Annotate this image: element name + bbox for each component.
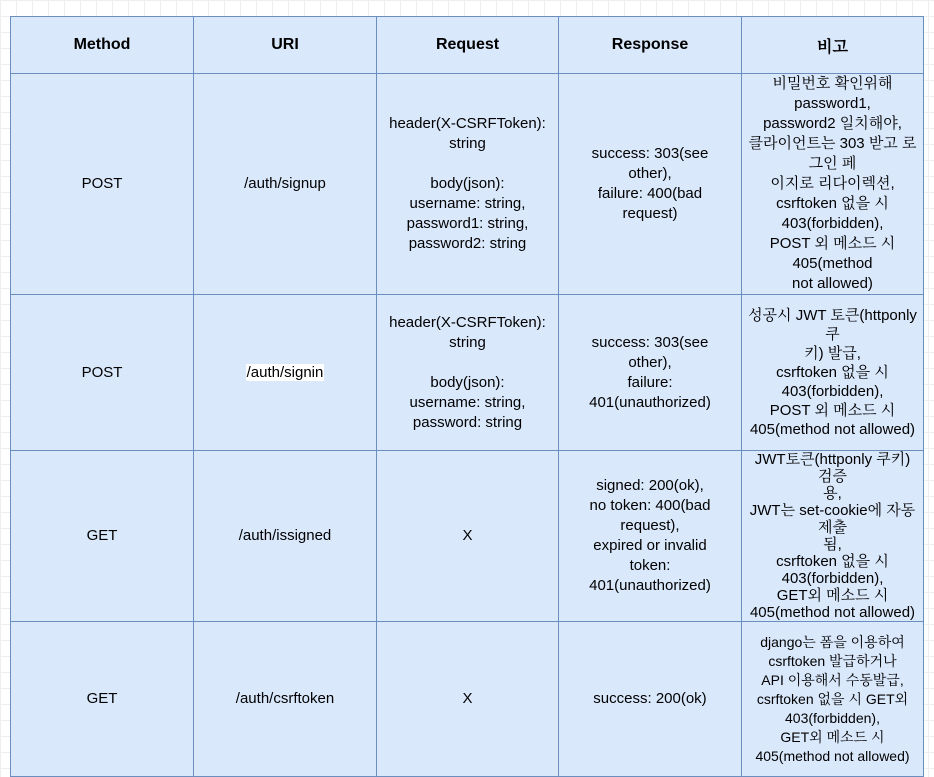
header-request: Request — [377, 17, 559, 74]
response-cell: success: 200(ok) — [559, 622, 742, 777]
table-row — [11, 74, 924, 295]
header-method: Method — [11, 17, 194, 74]
method-cell: GET — [11, 451, 194, 622]
header-response: Response — [559, 17, 742, 74]
notes-cell: 성공시 JWT 토큰(httponly 쿠 키) 발급, csrftoken 없을 시 403(forbidden), POST 외 메소드 시 405(method not allowed) — [742, 295, 924, 451]
method-cell: POST — [11, 295, 194, 451]
notes-cell: django는 폼을 이용하여 csrftoken 발급하거나 API 이용해서 수동발급, csrftoken 없을 시 GET외 403(forbidden), GET외 메소드 시 405(method not allowed) — [742, 622, 924, 777]
uri-cell: /auth/signup — [194, 74, 377, 295]
table-row — [11, 295, 924, 451]
header-notes: 비고 — [742, 17, 924, 74]
uri-cell — [194, 295, 377, 451]
table-row — [11, 622, 924, 777]
uri-cell: /auth/csrftoken — [194, 622, 377, 777]
request-cell: header(X-CSRFToken): string body(json): username: string, password1: string, password2: string — [377, 74, 559, 295]
response-cell: success: 303(see other), failure: 401(unauthorized) — [559, 295, 742, 451]
method-cell: GET — [11, 622, 194, 777]
request-cell: header(X-CSRFToken): string body(json): username: string, password: string — [377, 295, 559, 451]
notes-cell: 비밀번호 확인위해 password1, password2 일치해야, 클라이언트는 303 받고 로그인 페 이지로 리다이렉션, csrftoken 없을 시 403(forbidden), POST 외 메소드 시 405(method not allowed) — [742, 74, 924, 295]
response-cell: signed: 200(ok), no token: 400(bad request), expired or invalid token: 401(unauthorized) — [559, 451, 742, 622]
request-cell: X — [377, 622, 559, 777]
table-row — [11, 451, 924, 622]
response-cell: success: 303(see other), failure: 400(bad request) — [559, 74, 742, 295]
header-uri: URI — [194, 17, 377, 74]
method-cell: POST — [11, 74, 194, 295]
header-row — [11, 17, 924, 74]
uri-cell: /auth/issigned — [194, 451, 377, 622]
uri-highlight: /auth/signin — [246, 363, 324, 381]
api-spec-table — [10, 16, 924, 777]
notes-cell: JWT토큰(httponly 쿠키) 검증 용, JWT는 set-cookie에 자동제출 됨, csrftoken 없을 시 403(forbidden), GET외 메소드 시 405(method not allowed) — [742, 451, 924, 622]
request-cell: X — [377, 451, 559, 622]
